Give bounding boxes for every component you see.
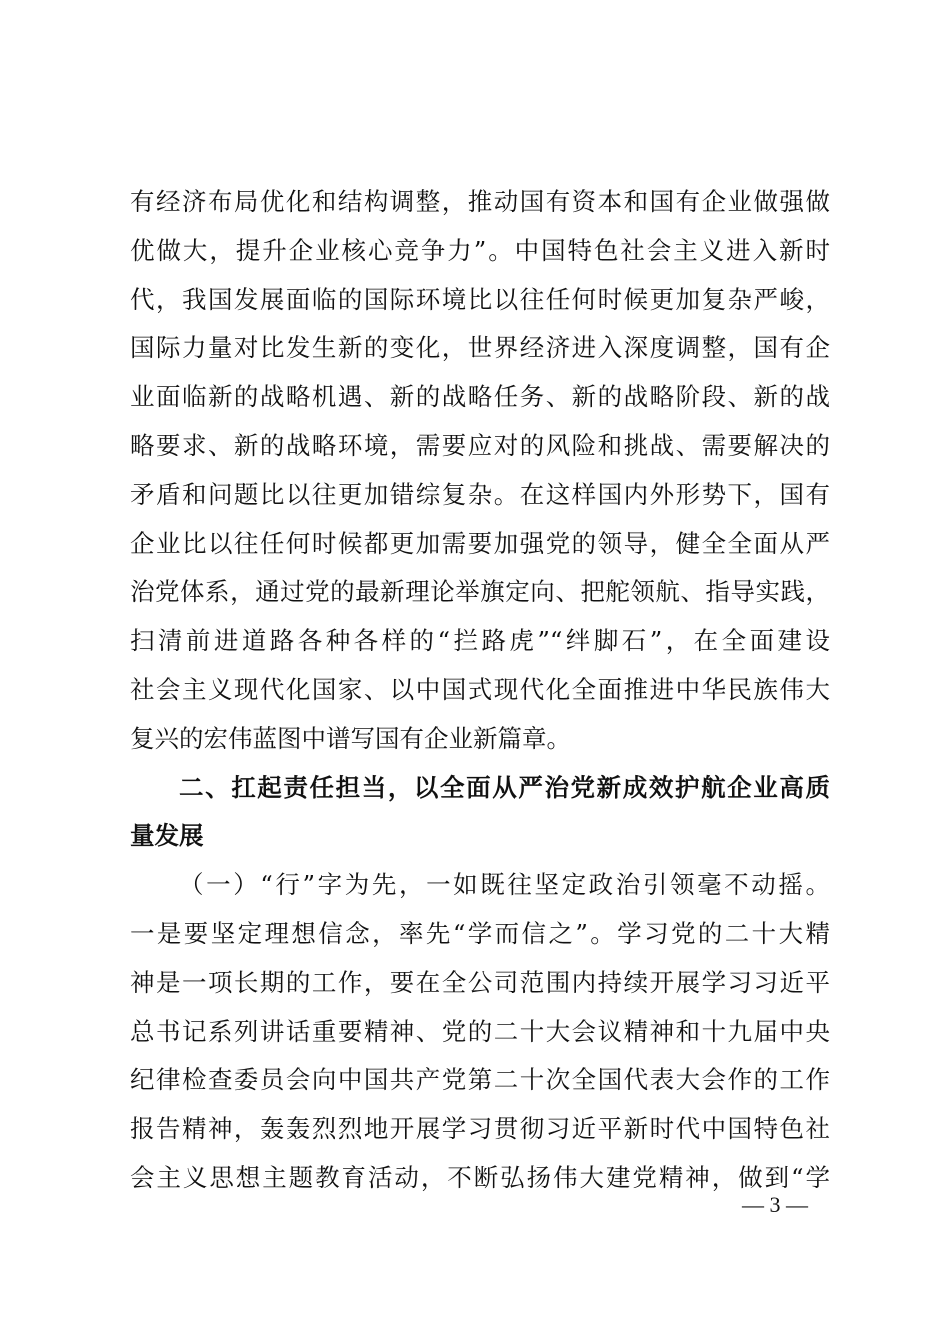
paragraph-line: 总书记系列讲话重要精神、党的二十大会议精神和十九届中央 bbox=[130, 1016, 830, 1046]
paragraph-line: 扫清前进道路各种各样的“拦路虎”“绊脚石”，在全面建设 bbox=[130, 626, 830, 656]
paragraph-line: 会主义思想主题教育活动，不断弘扬伟大建党精神，做到“学 bbox=[130, 1162, 830, 1192]
paragraph-line: 业面临新的战略机遇、新的战略任务、新的战略阶段、新的战 bbox=[130, 382, 830, 412]
paragraph-line: 矛盾和问题比以往更加错综复杂。在这样国内外形势下，国有 bbox=[130, 479, 830, 509]
paragraph-line: 复兴的宏伟蓝图中谱写国有企业新篇章。 bbox=[130, 723, 571, 753]
paragraph-line: 略要求、新的战略环境，需要应对的风险和挑战、需要解决的 bbox=[130, 430, 830, 460]
paragraph-line: 报告精神，轰轰烈烈地开展学习贯彻习近平新时代中国特色社 bbox=[130, 1114, 830, 1144]
body-text bbox=[130, 178, 830, 1203]
paragraph-line: 企业比以往任何时候都更加需要加强党的领导，健全全面从严 bbox=[130, 528, 830, 558]
page-number: — 3 — bbox=[742, 1192, 808, 1217]
paragraph-line: 国际力量对比发生新的变化，世界经济进入深度调整，国有企 bbox=[130, 333, 830, 363]
subsection-title: （一）“行”字为先，一如既往坚定政治引领毫不动摇。 bbox=[179, 870, 830, 900]
paragraph-line: 纪律检查委员会向中国共产党第二十次全国代表大会作的工作 bbox=[130, 1065, 830, 1095]
paragraph-line: 治党体系，通过党的最新理论举旗定向、把舵领航、指导实践， bbox=[130, 577, 830, 607]
section-heading: 量发展 bbox=[130, 821, 204, 851]
paragraph-line: 神是一项长期的工作，要在全公司范围内持续开展学习习近平 bbox=[130, 967, 830, 997]
paragraph-line: 社会主义现代化国家、以中国式现代化全面推进中华民族伟大 bbox=[130, 674, 830, 704]
paragraph-line: 优做大，提升企业核心竞争力”。中国特色社会主义进入新时 bbox=[130, 235, 830, 265]
section-heading: 二、扛起责任担当，以全面从严治党新成效护航企业高质 bbox=[179, 772, 830, 802]
paragraph-line: 有经济布局优化和结构调整，推动国有资本和国有企业做强做 bbox=[130, 187, 830, 216]
paragraph-line: 一是要坚定理想信念，率先“学而信之”。学习党的二十大精 bbox=[130, 918, 830, 948]
paragraph-line: 代，我国发展面临的国际环境比以往任何时候更加复杂严峻， bbox=[130, 284, 830, 314]
